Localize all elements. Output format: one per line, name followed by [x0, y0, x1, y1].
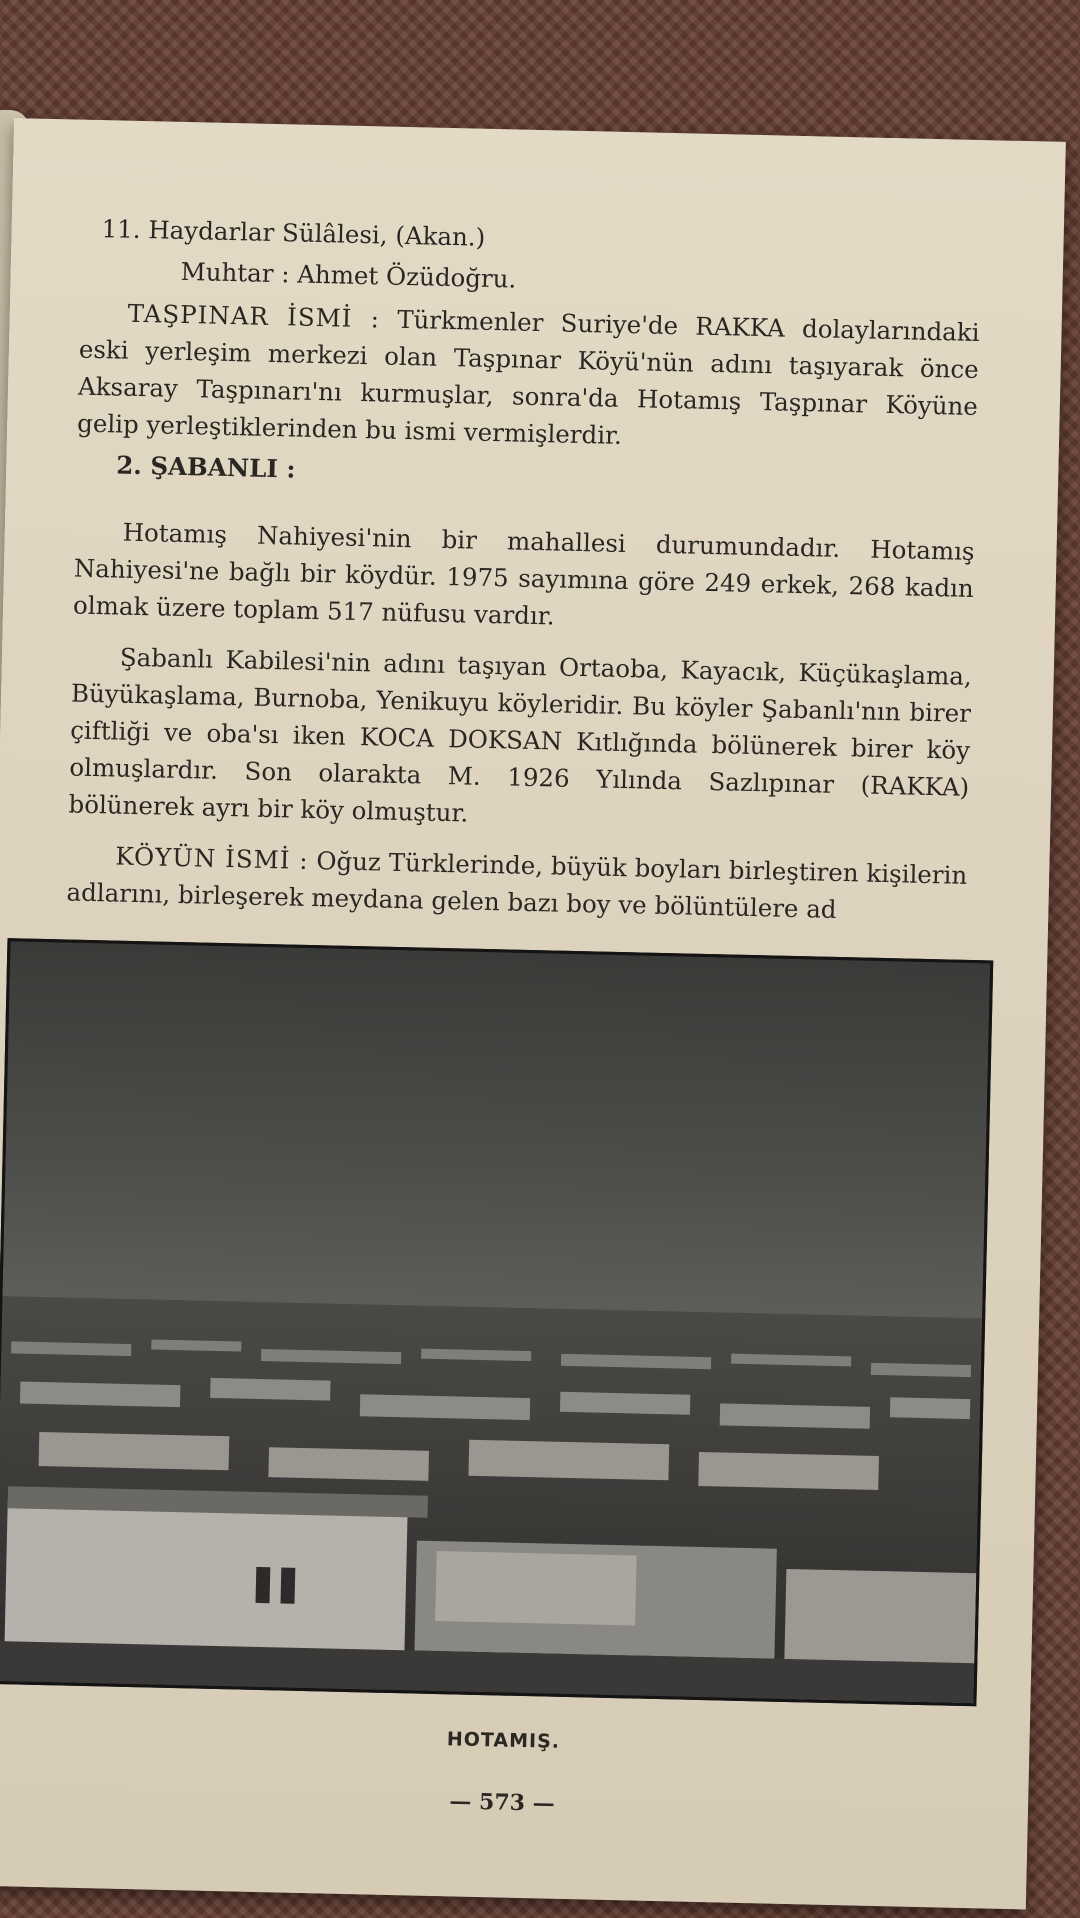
header-line-2: Muhtar : Ahmet Özüdoğru. [180, 256, 517, 294]
taspinar-paragraph [77, 294, 980, 462]
photo-caption: HOTAMIŞ. [446, 1728, 561, 1753]
village-photo-illustration [0, 941, 990, 1703]
page-number: — 573 — [449, 1788, 555, 1817]
koyun-ismi-paragraph [66, 836, 967, 930]
village-photo [0, 938, 993, 1706]
paragraph-population: Hotamış Nahiyesi'nin bir mahallesi durumundadır. Hotamış Nahiyesi'ne bağlı bir köydür. 1975 sayımına göre 249 erkek, 268 kadın olmak üzere toplam 517 nüfusu vardır. [72, 517, 975, 631]
book-page [0, 118, 1066, 1909]
section-heading-sabanli: 2. ŞABANLI : [115, 450, 296, 484]
koyun-text: Oğuz Türklerinde, büyük boyları birleştiren kişilerin adlarını, birleşerek meydana gelen bazı boy ve bölüntülere ad [66, 846, 968, 924]
taspinar-label: TAŞPINAR İSMİ : [127, 298, 381, 334]
taspinar-text: Türkmenler Suriye'de RAKKA dolaylarındaki eski yerleşim merkezi olan Taşpınar Köyü'nün adını taşıyarak önce Aksaray Taşpınarı'nı kurmuşlar, sonra'da Hotamış Taşpınar Köyüne gelip yerleştiklerinden bu ismi vermişlerdir. [76, 304, 980, 450]
text-block [66, 210, 982, 931]
header-line-1: 11. Haydarlar Sülâlesi, (Akan.) [101, 214, 486, 252]
paragraph-villages: Şabanlı Kabilesi'nin adını taşıyan Ortaoba, Kayacık, Küçükaşlama, Büyükaşlama, Burnoba, Yenikuyu köyleridir. Bu köyler Şabanlı'nın birer çiftliği ve oba'sı iken KOCA DOKSAN Kıtlığında bölünerek birer köy olmuşlardır. Son olarakta M. 1926 Yılında Sazlıpınar (RAKKA) bölünerek ayrı bir köy olmuştur. [68, 642, 973, 828]
koyun-label: KÖYÜN İSMİ : [115, 841, 309, 875]
